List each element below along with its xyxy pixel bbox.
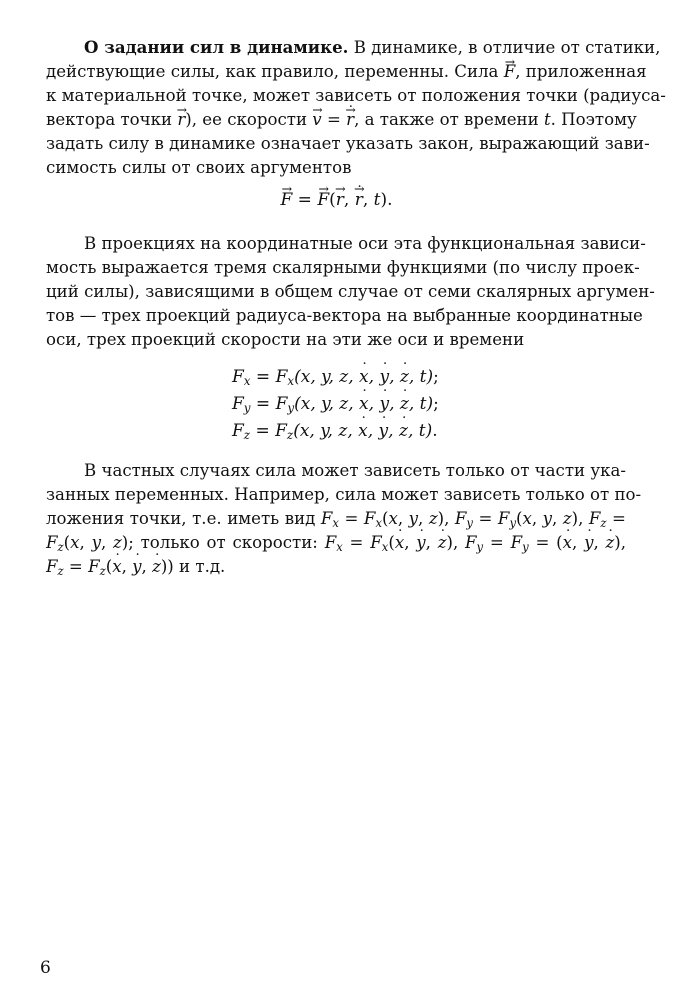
text-line: действующие силы, как правило, переменны. Сила → F, приложенная <box>46 60 626 84</box>
text-line: вектора точки → r), ее скорости → v = → r ˙, а также от времени t. Поэтому <box>46 108 626 132</box>
text-line: к материальной точке, может зависеть от положения точки (радиуса- <box>46 86 666 105</box>
projection-equations <box>232 364 439 445</box>
text-line: ций силы), зависящими в общем случае от семи скалярных аргумен- <box>46 282 655 301</box>
text-line: О задании сил в динамике. В динамике, в отличие от статики, <box>84 37 661 57</box>
text-line: $F_z(x$, y, z); только от скорости: $F_x = F_x(x$ ˙, y ˙, z ˙), $F_y = F_y = (x$ ˙, y ˙, z ˙), <box>46 531 626 555</box>
text-line: задать силу в динамике означает указать закон, выражающий зави- <box>46 134 650 153</box>
text-line: В частных случаях сила может зависеть только от части ука- <box>84 461 626 480</box>
paragraph-special-cases <box>46 459 642 579</box>
equation-fx: $F_x = F_x(x$, y, z, x ˙, y ˙, z ˙, t); <box>232 364 439 391</box>
paragraph-force-definition <box>46 35 666 180</box>
section-heading: О задании сил в динамике. <box>84 37 349 57</box>
text-line: В проекциях на координатные оси эта функциональная зависи- <box>84 234 646 253</box>
text-line: симость силы от своих аргументов <box>46 158 352 177</box>
text-line: $F_z = F_z(x$ ˙, y ˙, z ˙)) и т.д. <box>46 555 626 579</box>
page-number: 6 <box>40 958 51 978</box>
paragraph-projections <box>46 232 655 352</box>
text-line: ложения точки, т.е. иметь вид $F_x = F_x(x$, y, z), $F_y = F_y(x$, y, z), $F_z$ = <box>46 509 626 530</box>
equation-fz: $F_z = F_z(x$, y, z, x ˙, y ˙, z ˙, t). <box>232 418 439 445</box>
text-line: оси, трех проекций скорости на эти же оси и времени <box>46 330 525 349</box>
text-line: мость выражается тремя скалярными функциями (по числу проек- <box>46 258 640 277</box>
equation-fy: $F_y = F_y(x$, y, z, x ˙, y ˙, z ˙, t); <box>232 391 439 418</box>
text-line: тов — трех проекций радиуса-вектора на выбранные координатные <box>46 306 643 325</box>
force-formula: → F = → F(→ r, → r ˙, t). <box>0 186 673 214</box>
text-line: занных переменных. Например, сила может зависеть только от по- <box>46 485 642 504</box>
